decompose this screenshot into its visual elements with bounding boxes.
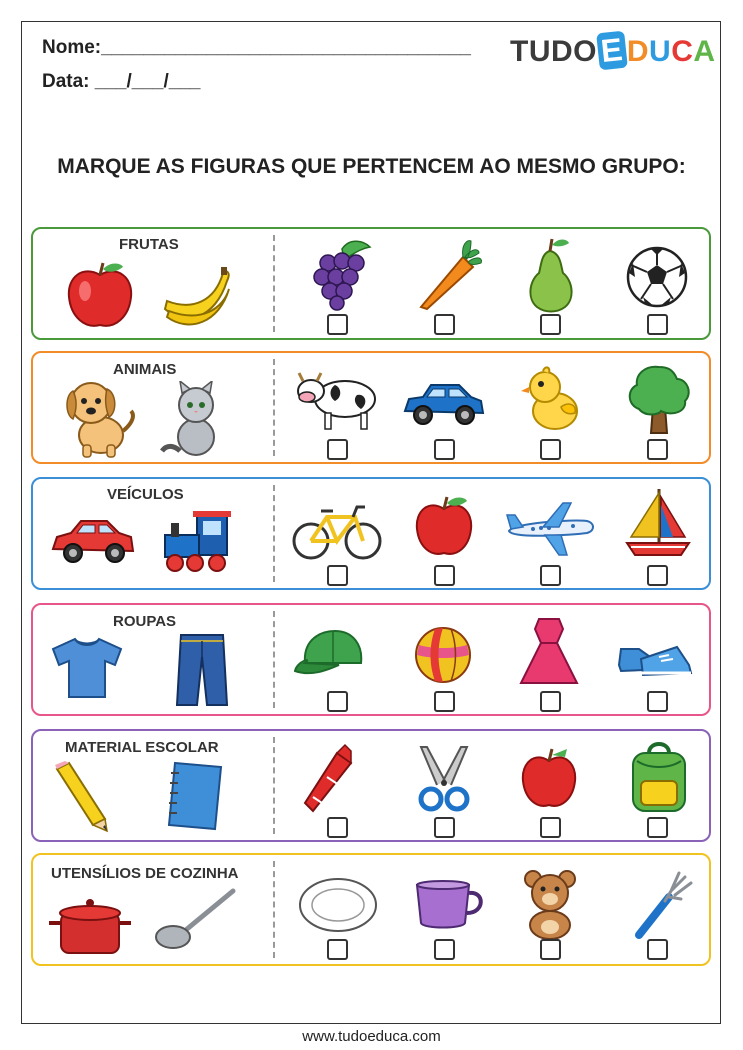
bicycle-icon bbox=[291, 501, 383, 561]
footer-url: www.tudoeduca.com bbox=[302, 1028, 441, 1045]
tshirt-icon bbox=[49, 635, 125, 699]
cow-icon bbox=[295, 369, 383, 431]
checkbox-ball[interactable] bbox=[434, 691, 455, 712]
carrot-icon bbox=[413, 239, 483, 311]
cap-icon bbox=[293, 627, 369, 681]
checkbox-sailboat[interactable] bbox=[647, 565, 668, 586]
logo-part-u: U bbox=[649, 35, 672, 68]
tudoeduca-logo bbox=[510, 32, 716, 74]
checkbox-airplane[interactable] bbox=[540, 565, 561, 586]
logo-part-e: E bbox=[596, 31, 628, 71]
pear-icon bbox=[523, 237, 578, 313]
checkbox-tree[interactable] bbox=[647, 439, 668, 460]
checkbox-grapes[interactable] bbox=[327, 314, 348, 335]
group-material-escolar bbox=[31, 729, 711, 842]
name-field[interactable]: Nome:___________________________________ bbox=[42, 37, 471, 58]
notebook-icon bbox=[163, 759, 225, 833]
checkbox-apple[interactable] bbox=[434, 565, 455, 586]
logo-part-d: D bbox=[626, 35, 650, 68]
checkbox-fork[interactable] bbox=[647, 939, 668, 960]
checkbox-plate[interactable] bbox=[327, 939, 348, 960]
checkbox-dress[interactable] bbox=[540, 691, 561, 712]
checkbox-bicycle[interactable] bbox=[327, 565, 348, 586]
group-title: VEÍCULOS bbox=[107, 486, 184, 503]
teddy-bear-icon bbox=[519, 869, 581, 939]
fork-icon bbox=[631, 869, 695, 939]
cat-icon bbox=[158, 381, 230, 459]
instruction-text: MARQUE AS FIGURAS QUE PERTENCEM AO MESMO GRUPO: bbox=[57, 155, 686, 178]
dog-icon bbox=[61, 375, 137, 459]
sailboat-icon bbox=[623, 487, 693, 561]
apple-icon bbox=[413, 493, 475, 559]
group-divider bbox=[273, 611, 275, 708]
checkbox-car[interactable] bbox=[434, 439, 455, 460]
group-title: FRUTAS bbox=[119, 236, 179, 253]
chick-icon bbox=[521, 365, 583, 433]
cup-icon bbox=[413, 879, 485, 933]
pencil-icon bbox=[51, 761, 113, 833]
group-veiculos bbox=[31, 477, 711, 590]
jeans-icon bbox=[173, 631, 231, 707]
group-divider bbox=[273, 861, 275, 958]
logo-part-c: C bbox=[671, 35, 694, 68]
group-frutas bbox=[31, 227, 711, 340]
group-title: MATERIAL ESCOLAR bbox=[65, 739, 219, 756]
checkbox-cap[interactable] bbox=[327, 691, 348, 712]
checkbox-cup[interactable] bbox=[434, 939, 455, 960]
checkbox-carrot[interactable] bbox=[434, 314, 455, 335]
logo-part-tudo: TUDO bbox=[510, 35, 597, 68]
logo-part-a: A bbox=[693, 35, 716, 68]
group-title: ANIMAIS bbox=[113, 361, 177, 378]
grapes-icon bbox=[308, 237, 378, 312]
dress-icon bbox=[517, 615, 581, 687]
date-field[interactable]: Data: ___/___/___ bbox=[42, 71, 201, 92]
checkbox-pear[interactable] bbox=[540, 314, 561, 335]
crayon-icon bbox=[303, 743, 361, 817]
checkbox-scissors[interactable] bbox=[434, 817, 455, 838]
group-divider bbox=[273, 359, 275, 456]
backpack-icon bbox=[625, 741, 693, 815]
group-roupas bbox=[31, 603, 711, 716]
checkbox-soccer-ball[interactable] bbox=[647, 314, 668, 335]
group-divider bbox=[273, 485, 275, 582]
pot-icon bbox=[47, 893, 133, 957]
checkbox-chick[interactable] bbox=[540, 439, 561, 460]
group-divider bbox=[273, 737, 275, 834]
checkbox-apple[interactable] bbox=[540, 817, 561, 838]
apple-icon bbox=[63, 259, 138, 331]
checkbox-teddy-bear[interactable] bbox=[540, 939, 561, 960]
tree-icon bbox=[625, 363, 693, 435]
group-animais bbox=[31, 351, 711, 464]
train-icon bbox=[157, 507, 237, 577]
soccer-ball-icon bbox=[625, 245, 689, 309]
checkbox-crayon[interactable] bbox=[327, 817, 348, 838]
car-icon bbox=[49, 513, 137, 569]
sneakers-icon bbox=[615, 639, 693, 679]
group-divider bbox=[273, 235, 275, 332]
apple-icon bbox=[519, 745, 579, 811]
checkbox-cow[interactable] bbox=[327, 439, 348, 460]
group-utensilios-de-cozinha bbox=[31, 853, 711, 966]
ball-icon bbox=[413, 625, 473, 685]
plate-icon bbox=[297, 875, 379, 935]
spoon-icon bbox=[153, 887, 237, 953]
car-icon bbox=[399, 377, 487, 429]
group-title: ROUPAS bbox=[113, 613, 177, 630]
checkbox-sneakers[interactable] bbox=[647, 691, 668, 712]
banana-icon bbox=[157, 261, 235, 333]
checkbox-backpack[interactable] bbox=[647, 817, 668, 838]
scissors-icon bbox=[413, 745, 475, 815]
group-title: UTENSÍLIOS DE COZINHA bbox=[51, 865, 239, 882]
airplane-icon bbox=[503, 501, 599, 557]
